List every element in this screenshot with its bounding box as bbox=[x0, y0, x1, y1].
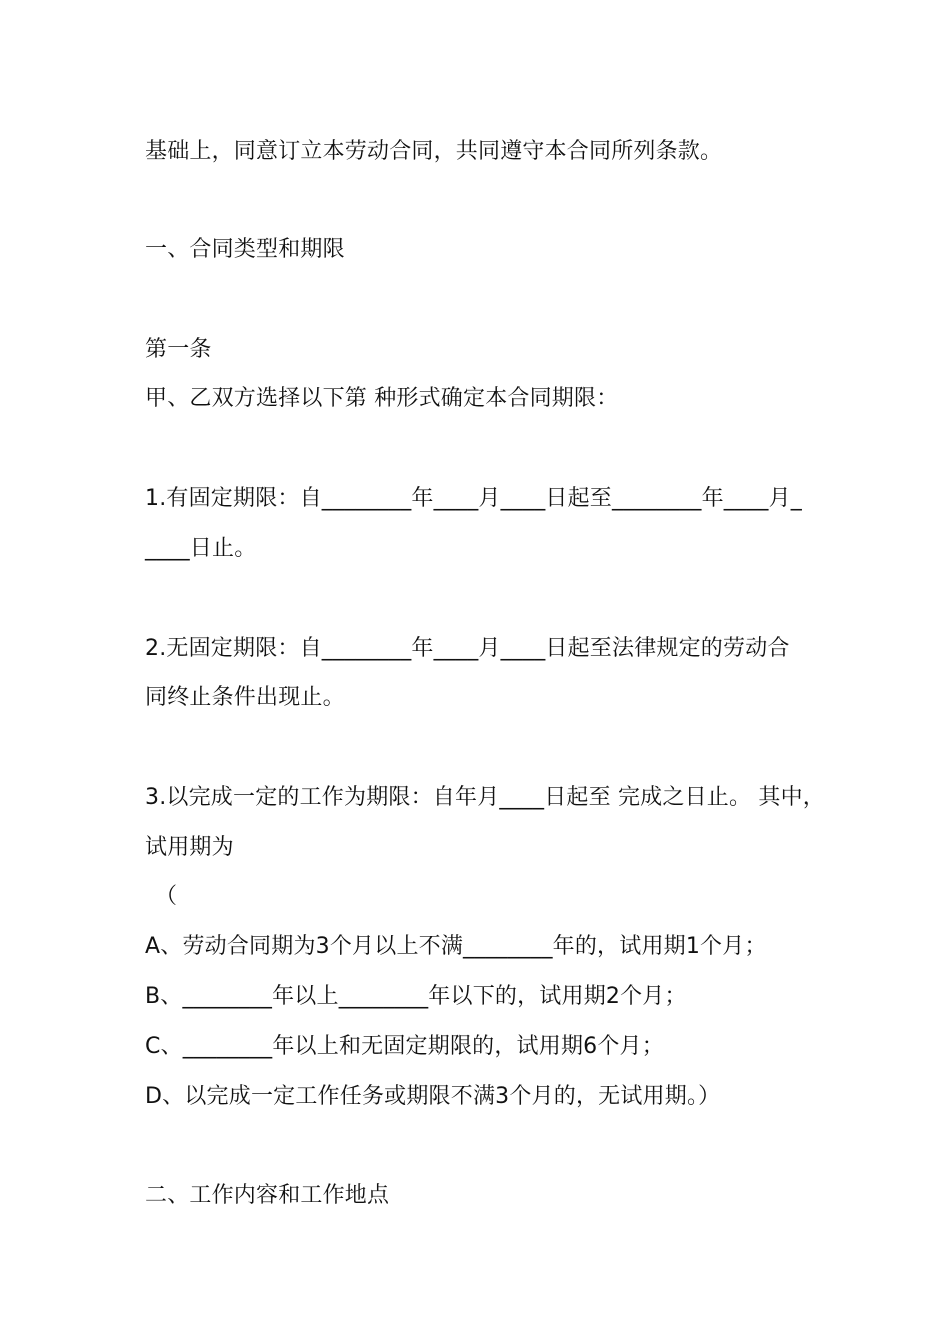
probation-item-a: A、劳动合同期为3个月以上不满________年的，试用期1个月； bbox=[145, 934, 767, 959]
probation-label: 试用期为 bbox=[145, 835, 234, 860]
option-1-fixed-term: 1.有固定期限：自________年____月____日起至________年____月_ bbox=[145, 486, 802, 511]
open-paren: （ bbox=[155, 884, 178, 909]
option-1-fixed-term-cont: ____日止。 bbox=[145, 536, 257, 561]
probation-item-d: D、以完成一定工作任务或期限不满3个月的，无试用期。） bbox=[145, 1084, 721, 1109]
intro-paragraph-end: 基础上，同意订立本劳动合同，共同遵守本合同所列条款。 bbox=[145, 139, 723, 164]
section-heading-work-content: 二、工作内容和工作地点 bbox=[145, 1183, 390, 1208]
probation-item-c: C、________年以上和无固定期限的，试用期6个月； bbox=[145, 1034, 664, 1059]
section-heading-contract-type: 一、合同类型和期限 bbox=[145, 237, 345, 262]
option-3-task-term: 3.以完成一定的工作为期限：自年月____日起至 完成之日止。 其中， bbox=[145, 785, 825, 810]
article-heading-1: 第一条 bbox=[145, 337, 212, 362]
article-1-intro: 甲、乙双方选择以下第 种形式确定本合同期限： bbox=[145, 386, 619, 411]
option-2-open-term-cont: 同终止条件出现止。 bbox=[145, 685, 345, 710]
option-2-open-term: 2.无固定期限：自________年____月____日起至法律规定的劳动合 bbox=[145, 636, 790, 661]
probation-item-b: B、________年以上________年以下的，试用期2个月； bbox=[145, 984, 687, 1009]
